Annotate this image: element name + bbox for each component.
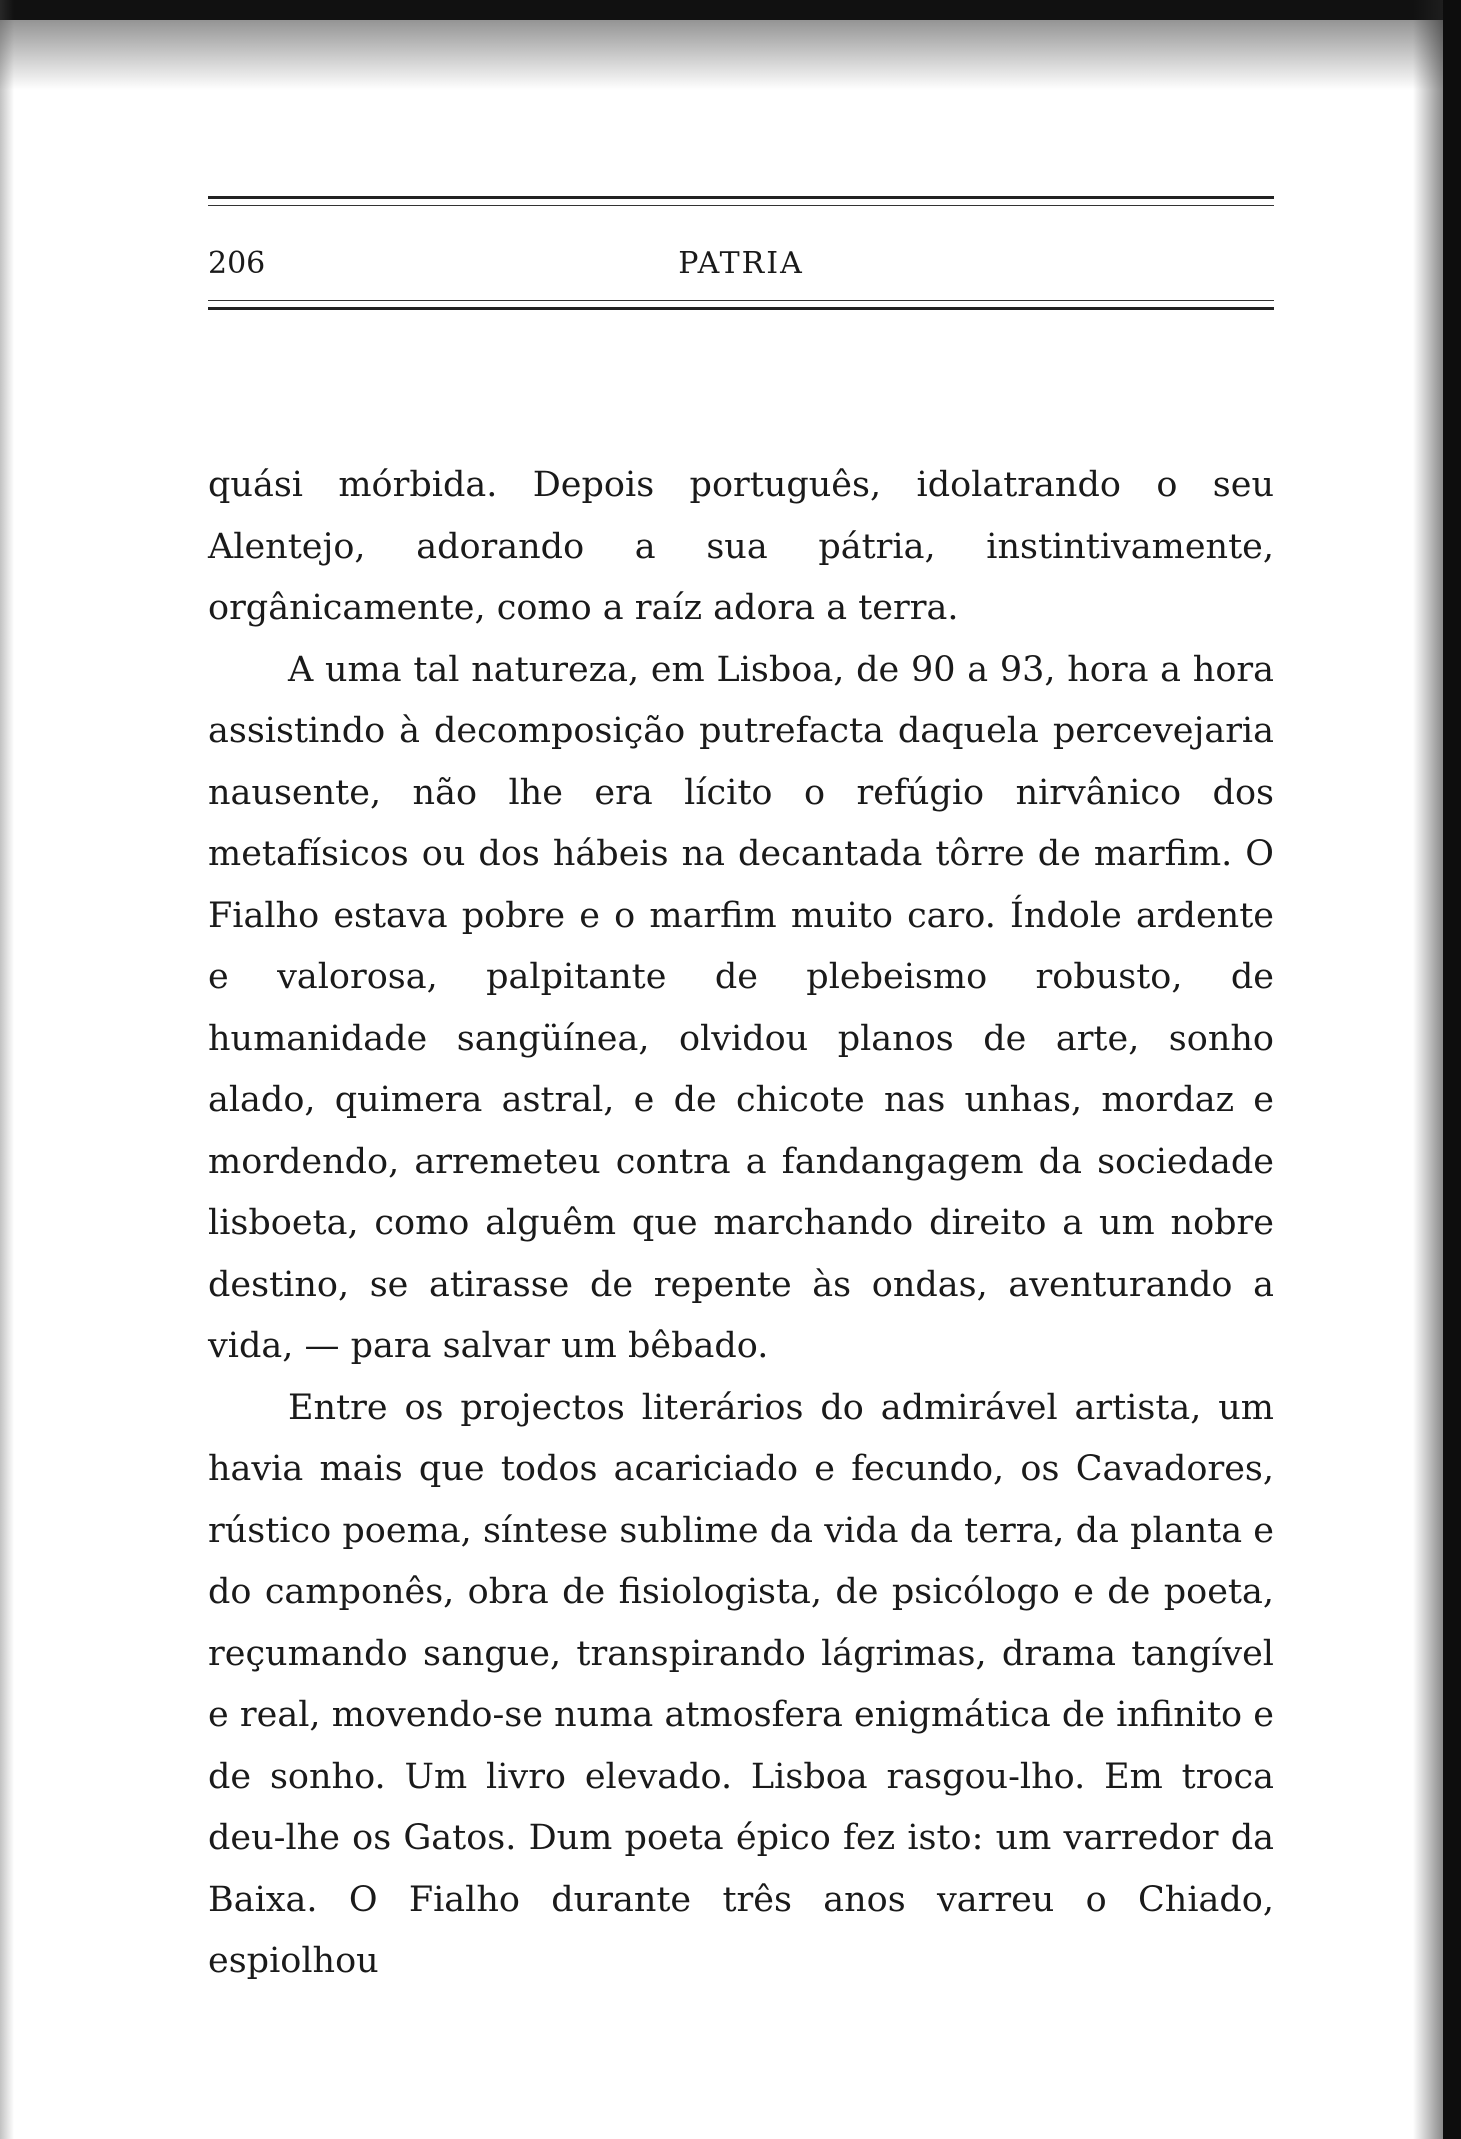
paragraph-1: quási mórbida. Depois português, idolatrando o seu Alentejo, adorando a sua pátria, instintivamente, orgânicamente, como a raíz adora a terra. [208,465,1274,628]
body-text [208,455,1274,1993]
scan-binding-shadow [1413,0,1443,2139]
scan-binding-edge [1443,0,1461,2139]
paragraph-3: Entre os projectos literários do admirável artista, um havia mais que todos acariciado e fecundo, os Cavadores, rústico poema, síntese sublime da vida da terra, da planta e do camponês, obra de fisiologista, de psicólogo e de poeta, reçumando sangue, transpirando lágrimas, drama tangível e real, movendo-se numa atmosfera enigmática de infinito e de sonho. Um livro elevado. Lisboa rasgou-lho. Em troca deu-lhe os Gatos. Dum poeta épico fez isto: um varredor da Baixa. O Fialho durante três anos varreu o Chiado, espiolhou [208,1387,1274,1981]
scan-top-edge [0,0,1461,20]
page-header [208,196,1274,310]
header-top-rule [208,196,1274,206]
page-number: 206 [208,246,266,281]
header-row [208,206,1274,281]
paragraph-2: A uma tal natureza, em Lisboa, de 90 a 93, hora a hora assistindo à decomposição putrefacta daquela percevejaria nausente, não lhe era lícito o refúgio nirvânico dos metafísicos ou dos hábeis na decantada tôrre de marfim. O Fialho estava pobre e o marfim muito caro. Índole ardente e valorosa, palpitante de plebeismo robusto, de humanidade sangüínea, olvidou planos de arte, sonho alado, quimera astral, e de chicote nas unhas, mordaz e mordendo, arremeteu contra a fandangagem da sociedade lisboeta, como alguêm que marchando direito a um nobre destino, se atirasse de repente às ondas, aventurando a vida, — para salvar um bêbado. [208,649,1274,1366]
scan-top-shadow [0,20,1461,90]
header-bottom-rule [208,300,1274,310]
scan-left-edge [0,0,14,2139]
running-title: PATRIA [678,246,804,281]
